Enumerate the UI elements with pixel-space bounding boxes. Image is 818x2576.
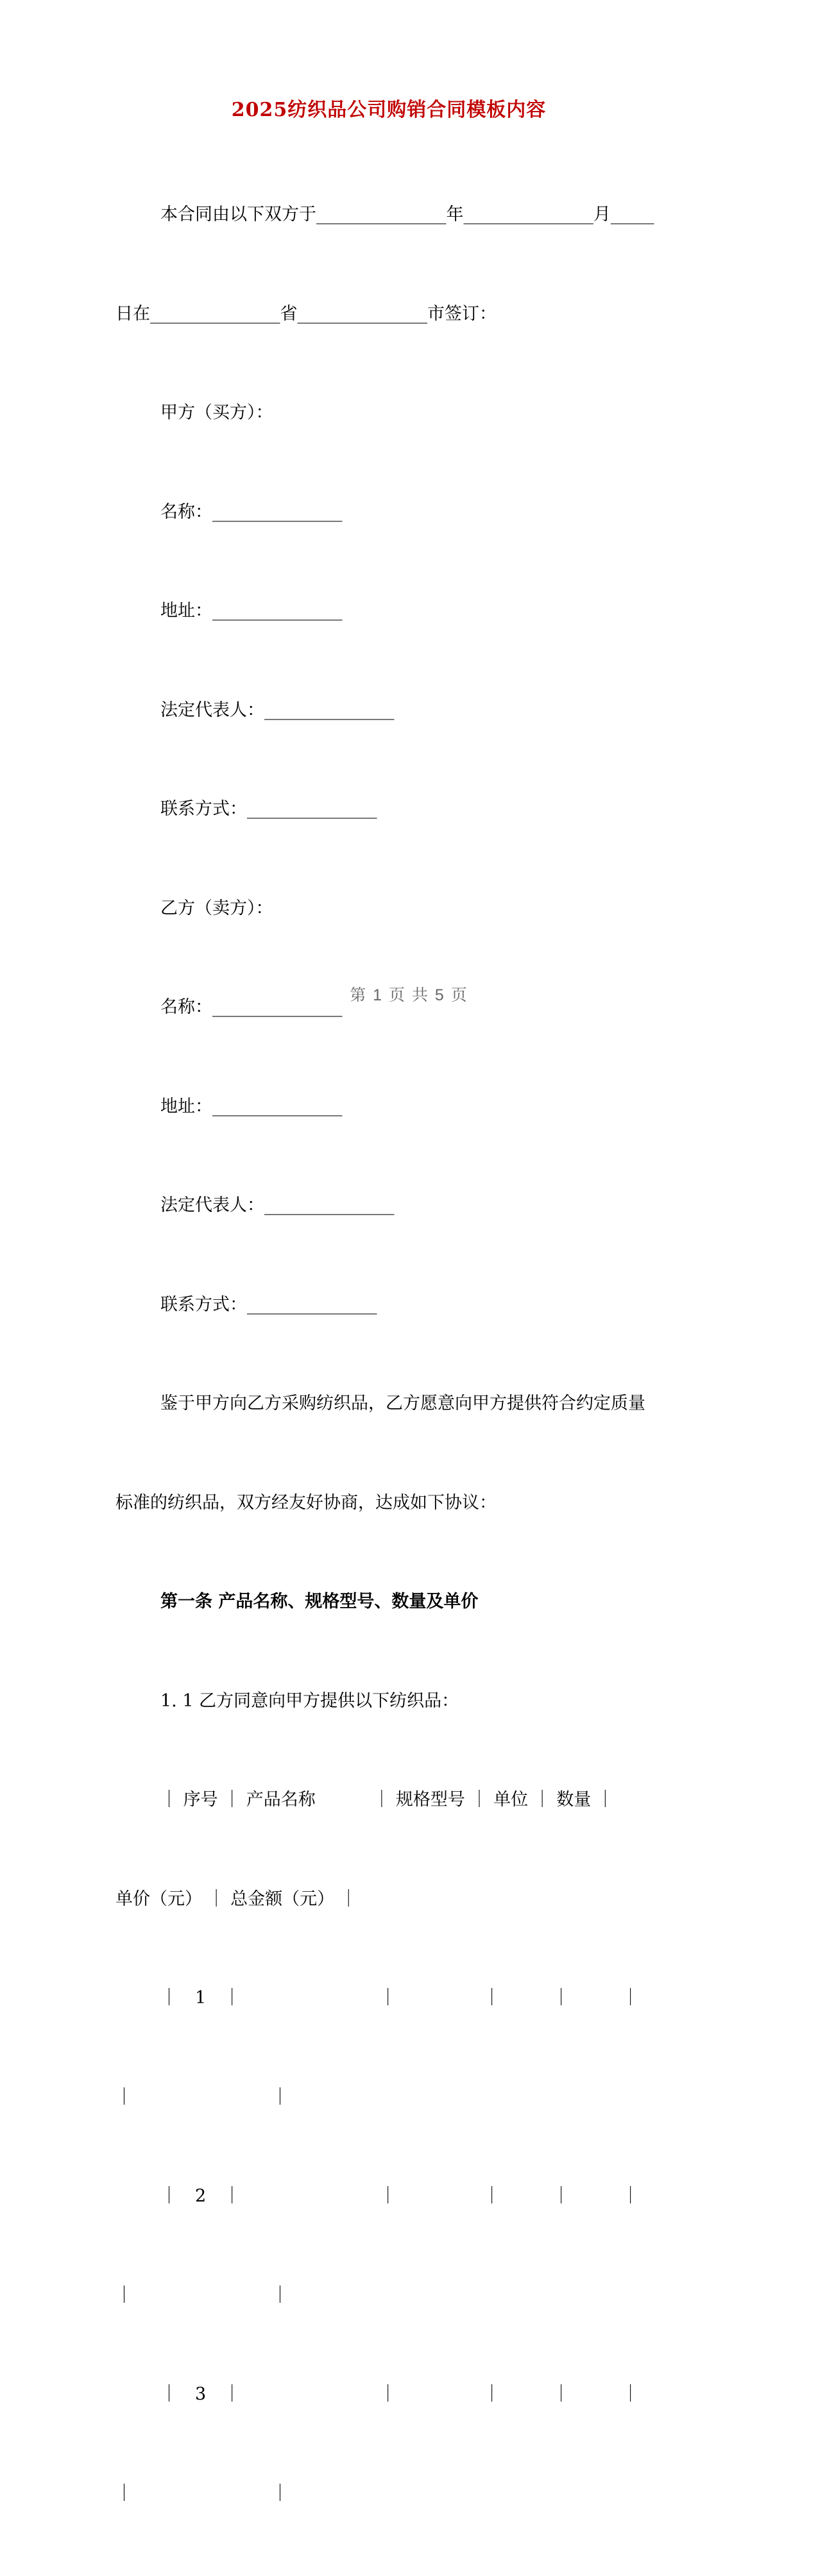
party-a-contact-field: 联系方式：_______________ bbox=[160, 799, 377, 819]
table-row-3-line-2: ｜ ｜ bbox=[115, 2483, 289, 2504]
article-1-heading: 第一条 产品名称、规格型号、数量及单价 bbox=[160, 1592, 479, 1612]
party-b-address-field: 地址：_______________ bbox=[160, 1096, 343, 1116]
table-row-1-line-1: ｜ 1 ｜ ｜ ｜ ｜ ｜ bbox=[160, 1988, 640, 2008]
table-header-line-2: 单价（元） ｜ 总金额（元） ｜ bbox=[115, 1889, 357, 1909]
recital-line-2: 标准的纺织品，双方经友好协商，达成如下协议： bbox=[115, 1492, 497, 1513]
table-row-2-line-1: ｜ 2 ｜ ｜ ｜ ｜ ｜ bbox=[160, 2186, 640, 2206]
document-title: 2025纺织品公司购销合同模板内容 bbox=[231, 99, 547, 121]
party-b-legal-rep-field: 法定代表人：_______________ bbox=[160, 1195, 395, 1215]
party-a-address-field: 地址：_______________ bbox=[160, 601, 343, 621]
table-row-2-line-2: ｜ ｜ bbox=[115, 2285, 289, 2305]
party-b-contact-field: 联系方式：_______________ bbox=[160, 1294, 377, 1315]
party-b-heading: 乙方（卖方）： bbox=[160, 898, 273, 918]
clause-1-1-line: 1. 1 乙方同意向甲方提供以下纺织品： bbox=[160, 1690, 459, 1711]
party-b-name-field: 名称：_______________ bbox=[160, 997, 343, 1017]
page-number-footer: 第 1 页 共 5 页 bbox=[350, 986, 468, 1004]
intro-date-line: 本合同由以下双方于_______________年_______________月_____ bbox=[160, 205, 654, 224]
intro-place-line: 日在_______________省_______________市签订： bbox=[115, 303, 497, 324]
table-row-3-line-1: ｜ 3 ｜ ｜ ｜ ｜ ｜ bbox=[160, 2384, 640, 2404]
party-a-name-field: 名称：_______________ bbox=[160, 501, 343, 522]
recital-line-1: 鉴于甲方向乙方采购纺织品，乙方愿意向甲方提供符合约定质量 bbox=[160, 1393, 645, 1413]
party-a-heading: 甲方（买方）： bbox=[160, 403, 273, 423]
table-row-1-line-2: ｜ ｜ bbox=[115, 2087, 289, 2107]
party-a-legal-rep-field: 法定代表人：_______________ bbox=[160, 700, 395, 720]
table-header-line-1: ｜ 序号 ｜ 产品名称 ｜ 规格型号 ｜ 单位 ｜ 数量 ｜ bbox=[160, 1790, 614, 1810]
document-body bbox=[115, 132, 706, 2576]
